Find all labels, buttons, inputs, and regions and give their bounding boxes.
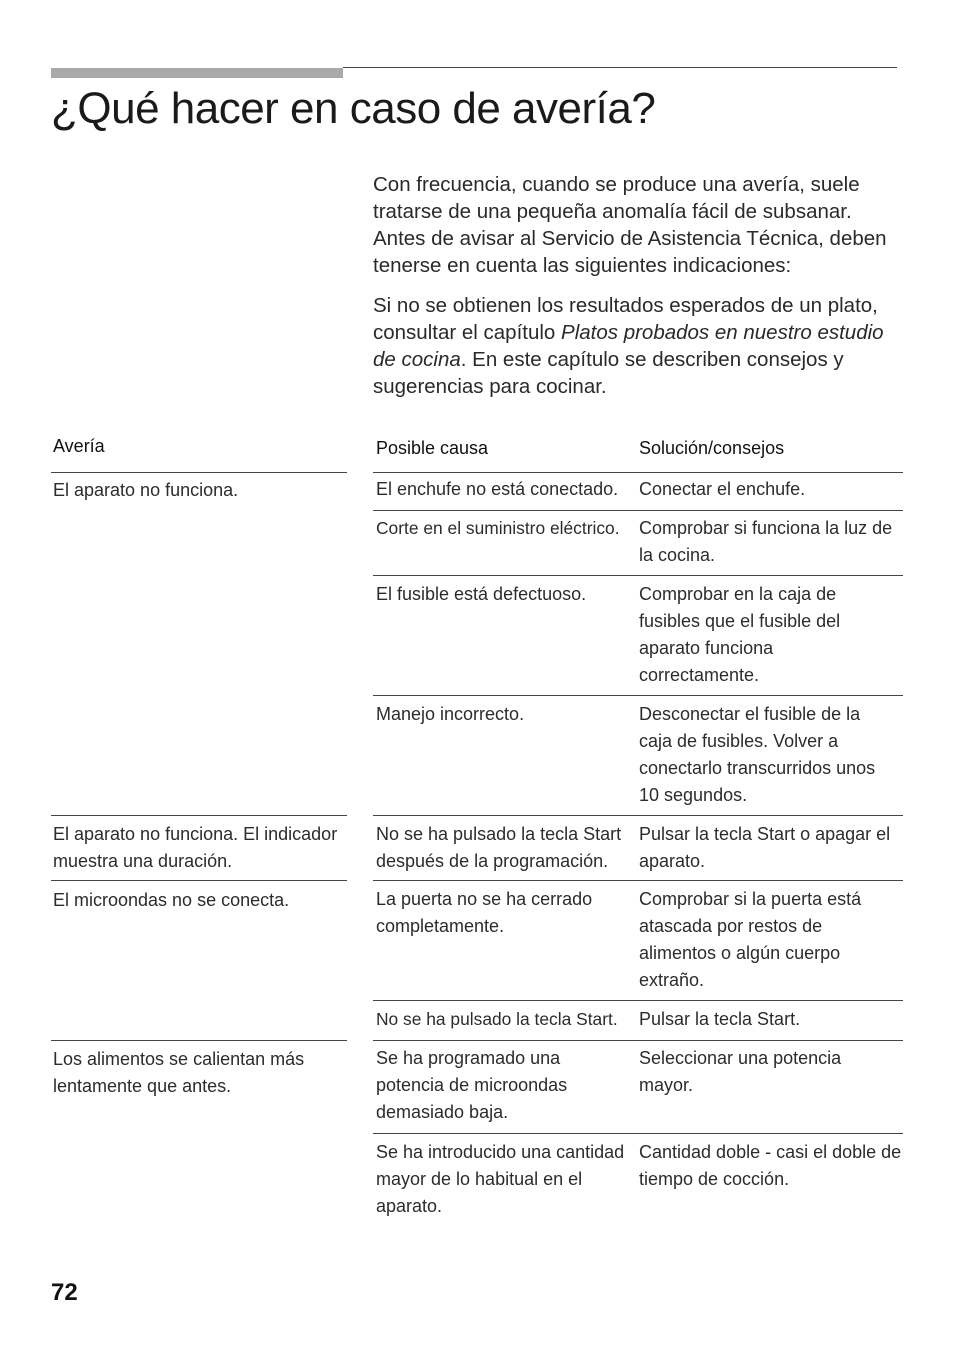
header-rule-thin <box>343 67 897 68</box>
intro-text <box>373 171 903 413</box>
intro-paragraph-2 <box>373 292 903 400</box>
fault-cell: El aparato no funciona. <box>53 480 239 500</box>
fault-divider <box>51 815 347 816</box>
solution-cell: Comprobar si la puerta está atascada por restos de alimentos o algún cuerpo extraño. <box>639 889 862 990</box>
intro-paragraph-1: Con frecuencia, cuando se produce una avería, suele tratarse de una pequeña anomalía fácil de subsanar. Antes de avisar al Servicio de Asistencia Técnica, deben tenerse en cuenta las siguientes indicaciones: <box>373 173 887 277</box>
cause-cell: El enchufe no está conectado. <box>376 479 619 499</box>
header-rule-thick <box>51 68 343 78</box>
header-cause: Posible causa <box>376 438 489 458</box>
fault-cell: El microondas no se conecta. <box>53 890 290 910</box>
header-solution: Solución/consejos <box>639 438 785 458</box>
row-divider <box>373 575 903 576</box>
cause-cell: El fusible está defectuoso. <box>376 584 587 604</box>
solution-cell: Desconectar el fusible de la caja de fusibles. Volver a conectarlo transcurridos unos 10 segundos. <box>639 704 876 805</box>
fault-cell: Los alimentos se calientan más lentamente que antes. <box>53 1049 305 1096</box>
row-divider <box>373 815 903 816</box>
row-divider <box>373 695 903 696</box>
cause-cell: Se ha programado una potencia de microondas demasiado baja. <box>376 1048 568 1122</box>
cause-cell: Corte en el suministro eléctrico. <box>376 518 620 538</box>
page-number: 72 <box>51 1279 78 1306</box>
row-divider <box>373 1133 903 1134</box>
cause-cell: Manejo incorrecto. <box>376 704 525 724</box>
fault-divider <box>51 472 347 473</box>
page-title: ¿Qué hacer en caso de avería? <box>51 84 656 133</box>
row-divider <box>373 880 903 881</box>
row-divider <box>373 510 903 511</box>
chapter-reference: Platos probados en nuestro estudio de cocina <box>373 321 884 371</box>
row-divider <box>373 1040 903 1041</box>
cause-cell: No se ha pulsado la tecla Start. <box>376 1009 618 1029</box>
cause-cell: No se ha pulsado la tecla Start después de la programación. <box>376 824 622 871</box>
solution-cell: Conectar el enchufe. <box>639 479 806 499</box>
solution-cell: Pulsar la tecla Start. <box>639 1009 801 1029</box>
intro-p2-start: Si no se obtienen los resultados esperados de un plato, consultar el capítulo <box>373 294 878 344</box>
solution-cell: Pulsar la tecla Start o apagar el aparato. <box>639 824 891 871</box>
fault-cell: El aparato no funciona. El indicador muestra una duración. <box>53 824 338 871</box>
header-fault: Avería <box>53 436 105 456</box>
solution-cell: Comprobar en la caja de fusibles que el fusible del aparato funciona correctamente. <box>639 584 841 685</box>
solution-cell: Seleccionar una potencia mayor. <box>639 1048 842 1095</box>
fault-divider <box>51 880 347 881</box>
intro-p2-end: . En este capítulo se describen consejos y sugerencias para cocinar. <box>373 348 844 398</box>
fault-divider <box>51 1040 347 1041</box>
row-divider <box>373 1000 903 1001</box>
solution-cell: Cantidad doble - casi el doble de tiempo de cocción. <box>639 1142 902 1189</box>
solution-cell: Comprobar si funciona la luz de la cocina. <box>639 518 893 565</box>
cause-cell: Se ha introducido una cantidad mayor de lo habitual en el aparato. <box>376 1142 625 1216</box>
cause-cell: La puerta no se ha cerrado completamente. <box>376 889 593 936</box>
row-divider <box>373 472 903 473</box>
